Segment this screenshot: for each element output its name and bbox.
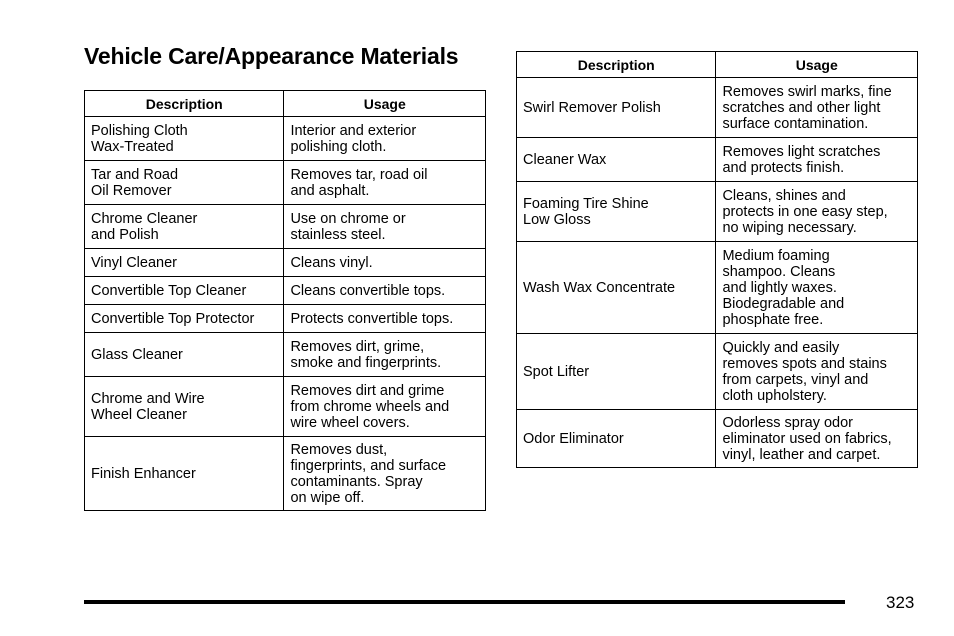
usage-cell: [284, 277, 486, 305]
usage-cell: [284, 377, 486, 437]
table-row: [85, 277, 486, 305]
usage-column-header: Usage: [284, 91, 486, 117]
usage-cell: [284, 437, 486, 511]
usage-cell: [716, 138, 918, 182]
table-row: [517, 182, 918, 242]
description-text: Swirl Remover Polish: [523, 99, 661, 116]
usage-column-header: Usage: [716, 52, 918, 78]
footer-divider: [84, 600, 845, 604]
description-text: Vinyl Cleaner: [91, 254, 177, 271]
usage-text: Odorless spray odor eliminator used on fabrics, vinyl, leather and carpet.: [722, 414, 892, 463]
usage-cell: [284, 205, 486, 249]
table-row: [85, 305, 486, 333]
usage-cell: [716, 182, 918, 242]
description-text: Foaming Tire Shine Low Gloss: [523, 195, 649, 228]
description-cell: [85, 377, 284, 437]
table-row: [517, 138, 918, 182]
care-materials-table-left: [84, 90, 486, 511]
description-text: Odor Eliminator: [523, 430, 624, 447]
usage-text: Medium foaming shampoo. Cleans and lightly waxes. Biodegradable and phosphate free.: [722, 247, 845, 328]
table-row: [517, 410, 918, 468]
table-row: [85, 161, 486, 205]
table-row: [85, 205, 486, 249]
description-text: Finish Enhancer: [91, 465, 196, 482]
description-text: Spot Lifter: [523, 363, 590, 380]
description-column-header: Description: [517, 52, 716, 78]
description-cell: [517, 334, 716, 410]
description-text: Glass Cleaner: [91, 346, 183, 363]
description-text: Convertible Top Cleaner: [91, 282, 247, 299]
page-number: 323: [886, 593, 915, 612]
description-cell: [85, 437, 284, 511]
usage-text: Removes tar, road oil and asphalt.: [290, 166, 428, 199]
description-cell: [517, 242, 716, 334]
table-header-row: [85, 91, 486, 117]
page-title: Vehicle Care/Appearance Materials: [84, 43, 459, 69]
table-row: [517, 334, 918, 410]
description-cell: [85, 277, 284, 305]
care-materials-table-right: [516, 51, 918, 468]
usage-text: Cleans, shines and protects in one easy step, no wiping necessary.: [722, 187, 888, 236]
usage-text: Protects convertible tops.: [290, 310, 454, 327]
description-cell: [85, 249, 284, 277]
usage-text: Cleans vinyl.: [290, 254, 373, 271]
table-row: [85, 249, 486, 277]
usage-text: Quickly and easily removes spots and stains from carpets, vinyl and cloth upholstery.: [722, 339, 887, 404]
usage-cell: [284, 333, 486, 377]
description-cell: [85, 161, 284, 205]
usage-cell: [716, 410, 918, 468]
description-cell: [517, 410, 716, 468]
description-column-header: Description: [85, 91, 284, 117]
usage-text: Interior and exterior polishing cloth.: [290, 122, 417, 155]
table-row: [85, 437, 486, 511]
description-cell: [517, 182, 716, 242]
usage-text: Removes light scratches and protects finish.: [722, 143, 881, 176]
usage-cell: [284, 161, 486, 205]
usage-cell: [716, 242, 918, 334]
table-header-row: [517, 52, 918, 78]
usage-cell: [716, 334, 918, 410]
usage-text: Removes swirl marks, fine scratches and other light surface contamination.: [722, 83, 892, 132]
description-text: Tar and Road Oil Remover: [91, 166, 179, 199]
description-cell: [85, 305, 284, 333]
description-cell: [85, 333, 284, 377]
description-text: Chrome Cleaner and Polish: [91, 210, 198, 243]
description-cell: [85, 117, 284, 161]
description-text: Polishing Cloth Wax-Treated: [91, 122, 188, 155]
table-row: [85, 377, 486, 437]
usage-text: Cleans convertible tops.: [290, 282, 446, 299]
description-text: Wash Wax Concentrate: [523, 279, 676, 296]
description-cell: [85, 205, 284, 249]
table-row: [85, 333, 486, 377]
usage-cell: [284, 305, 486, 333]
description-text: Cleaner Wax: [523, 151, 607, 168]
description-cell: [517, 138, 716, 182]
usage-text: Removes dust, fingerprints, and surface contaminants. Spray on wipe off.: [290, 441, 447, 506]
table-row: [517, 242, 918, 334]
usage-text: Removes dirt, grime, smoke and fingerprints.: [290, 338, 442, 371]
usage-cell: [284, 117, 486, 161]
usage-text: Removes dirt and grime from chrome wheels and wire wheel covers.: [290, 382, 450, 431]
table-row: [517, 78, 918, 138]
usage-cell: [716, 78, 918, 138]
description-text: Chrome and Wire Wheel Cleaner: [91, 390, 205, 423]
description-cell: [517, 78, 716, 138]
usage-text: Use on chrome or stainless steel.: [290, 210, 406, 243]
usage-cell: [284, 249, 486, 277]
description-text: Convertible Top Protector: [91, 310, 255, 327]
table-row: [85, 117, 486, 161]
